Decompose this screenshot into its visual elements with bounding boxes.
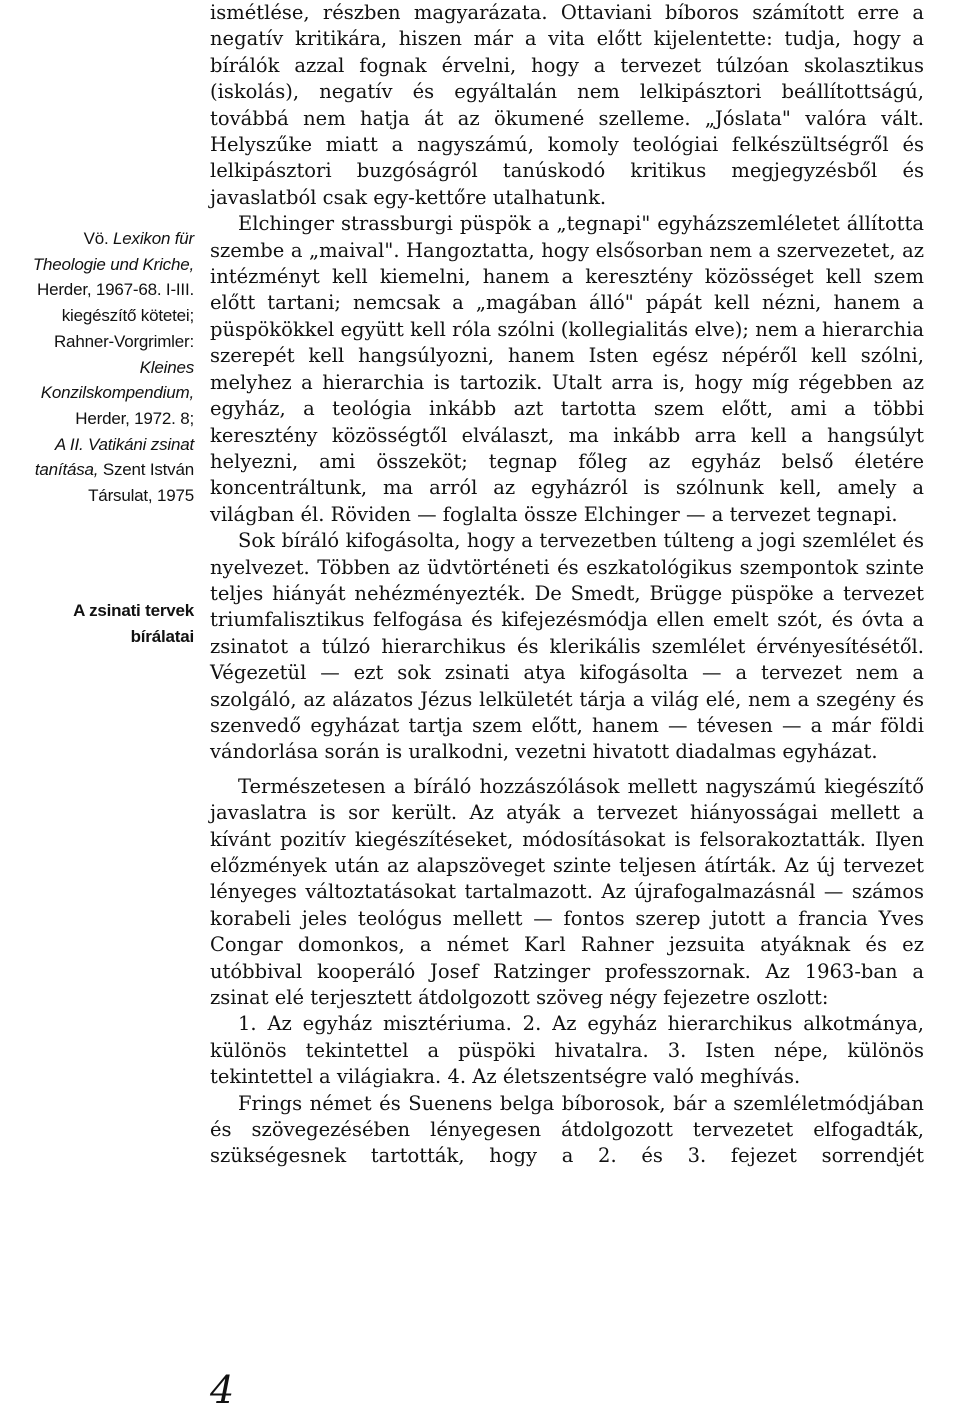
- paragraph-4: Természetesen a bíráló hozzászólások mellett nagyszámú kiegészítő javaslatra is sor került. Az atyák a tervezet hiányosságai mellett a kívánt pozitív kiegészítéseket, módosításokat is felsorakoztatták. Ilyen előzmények után az alapszöveget szinte teljesen átírták. Az új tervezet lényeges változtatásokat tartalmazott. Az újrafogalmazásnál — számos korabeli jeles teológus mellett — fontos szerep jutott a francia Yves Congar domonkos, a német Karl Rahner jezsuita atyáknak és ez utóbbival kooperáló Josef Ratzinger professzornak. Az 1963-ban a zsinat elé terjesztett átdolgozott szöveg négy fejezetre oszlott:: [210, 774, 924, 1010]
- ref-line-3: Herder, 1967-68. I-III.: [37, 280, 194, 300]
- ref-line-10-plain: Szent István: [102, 460, 194, 480]
- reference-note: [0, 226, 194, 509]
- ref-line-8: Herder, 1972. 8;: [75, 408, 194, 428]
- ref-line-10: [0, 457, 194, 483]
- ref-line-1-italic: Lexikon für: [113, 229, 194, 248]
- paragraph-2: Elchinger strassburgi püspök a „tegnapi" egyházszemléletet állította szembe a „maival". Hangoztatta, hogy elsősorban nem a szervezetet, az intézményt kell kiemelni, hanem a keresztény közösséget kell szem előtt tartani; nemcsak a „magában álló" pápát kell nézni, hanem a püspökökkel együtt kell róla szólni (kollegialitás elve); nem a hierarchia szerepét kell hangsúlyozni, hanem Isten egész népéről kell szólni, melyhez a hierarchia is tartozik. Utalt arra is, hogy míg régebben az egyház, a teológia inkább azt tartotta szem előtt, ami a többi keresztény közösségtől elválaszt, ma inkább arra kell a hangsúlyt helyezni, ami összeköt; tegnap főleg az egyház belső életére koncentráltunk, ma arról az egyházról is szólnunk kell, amely a világban él. Röviden — foglalta össze Elchinger — a tervezet tegnapi.: [210, 212, 924, 526]
- ref-line-6: Kleines: [139, 357, 194, 377]
- ref-line-2: Theologie und Kriche,: [32, 254, 194, 274]
- section-heading: [0, 598, 194, 649]
- section-heading-line-1: A zsinati tervek: [73, 601, 194, 620]
- page-number: 4: [210, 1368, 235, 1412]
- ref-line-4: kiegészítő kötetei;: [61, 306, 194, 326]
- ref-line-5: Rahner-Vorgrimler:: [53, 331, 194, 351]
- ref-line-1: [0, 226, 194, 252]
- ref-line-1-plain: Vö.: [83, 229, 109, 248]
- paragraph-6: Frings német és Suenens belga bíborosok, bár a szemléletmódjában és szövegezésében lényegesen átdolgozott tervezetet elfogadták, szükségesnek tartották, hogy a 2. és 3. fejezet sorrendjét: [210, 1091, 924, 1168]
- paragraph-3: Sok bíráló kifogásolta, hogy a tervezetben túlteng a jogi szemlélet és nyelvezet. Többen az üdvtörténeti és eszkatológikus szempontok szinte teljes hiányát nehézményezték. De Smedt, Brügge püspöke a tervezet triumfalisztikus felfogása és kifejezésmódja ellen emelt szót, és óvta a zsinatot a túlzó hierarchikus és klerikális szemlélet érvényesítésétől. Végezetül — ezt sok zsinati atya kifogásolta — a tervezet nem a szolgáló, az alázatos Jézus lelkületét tárja a világ elé, nem a szegény és szenvedő egyházat tartja szem előtt, hanem — tévesen — a már földi vándorlása során is uralkodni, vezetni hivatott diadalmas egyházat.: [210, 529, 924, 764]
- body-text: [210, 0, 924, 1170]
- ref-line-10-italic: tanítása,: [34, 460, 99, 480]
- paragraph-1: ismétlése, részben magyarázata. Ottaviani bíboros számított erre a negatív kritikára, hiszen már a vita előtt kijelentette: tudja, hogy a bírálók azzal fognak érvelni, hogy a tervezet túlzóan skolasztikus (iskolás), negatív és egyáltalán nem lelkipásztori beállítottságú, továbbá nem hatja át az ökumené szelleme. „Jóslata" valóra vált. Helyszűke miatt a nagyszámú, komoly teológiai felkészültségről és lelkipásztori buzgóságról tanúskodó kritikus megjegyzésből és javaslatból csak egy-kettőre utalhatunk.: [210, 1, 924, 209]
- ref-line-7: Konzilskompendium,: [40, 383, 194, 403]
- paragraph-5: 1. Az egyház misztériuma. 2. Az egyház hierarchikus alkotmánya, különös tekintettel a püspöki hivatalra. 3. Isten népe, különös tekintettel a világiakra. 4. Az életszentségre való meghívás.: [210, 1012, 924, 1089]
- ref-line-9: A II. Vatikáni zsinat: [54, 434, 194, 454]
- section-heading-line-2: bírálatai: [130, 626, 194, 646]
- ref-line-11: Társulat, 1975: [88, 486, 194, 506]
